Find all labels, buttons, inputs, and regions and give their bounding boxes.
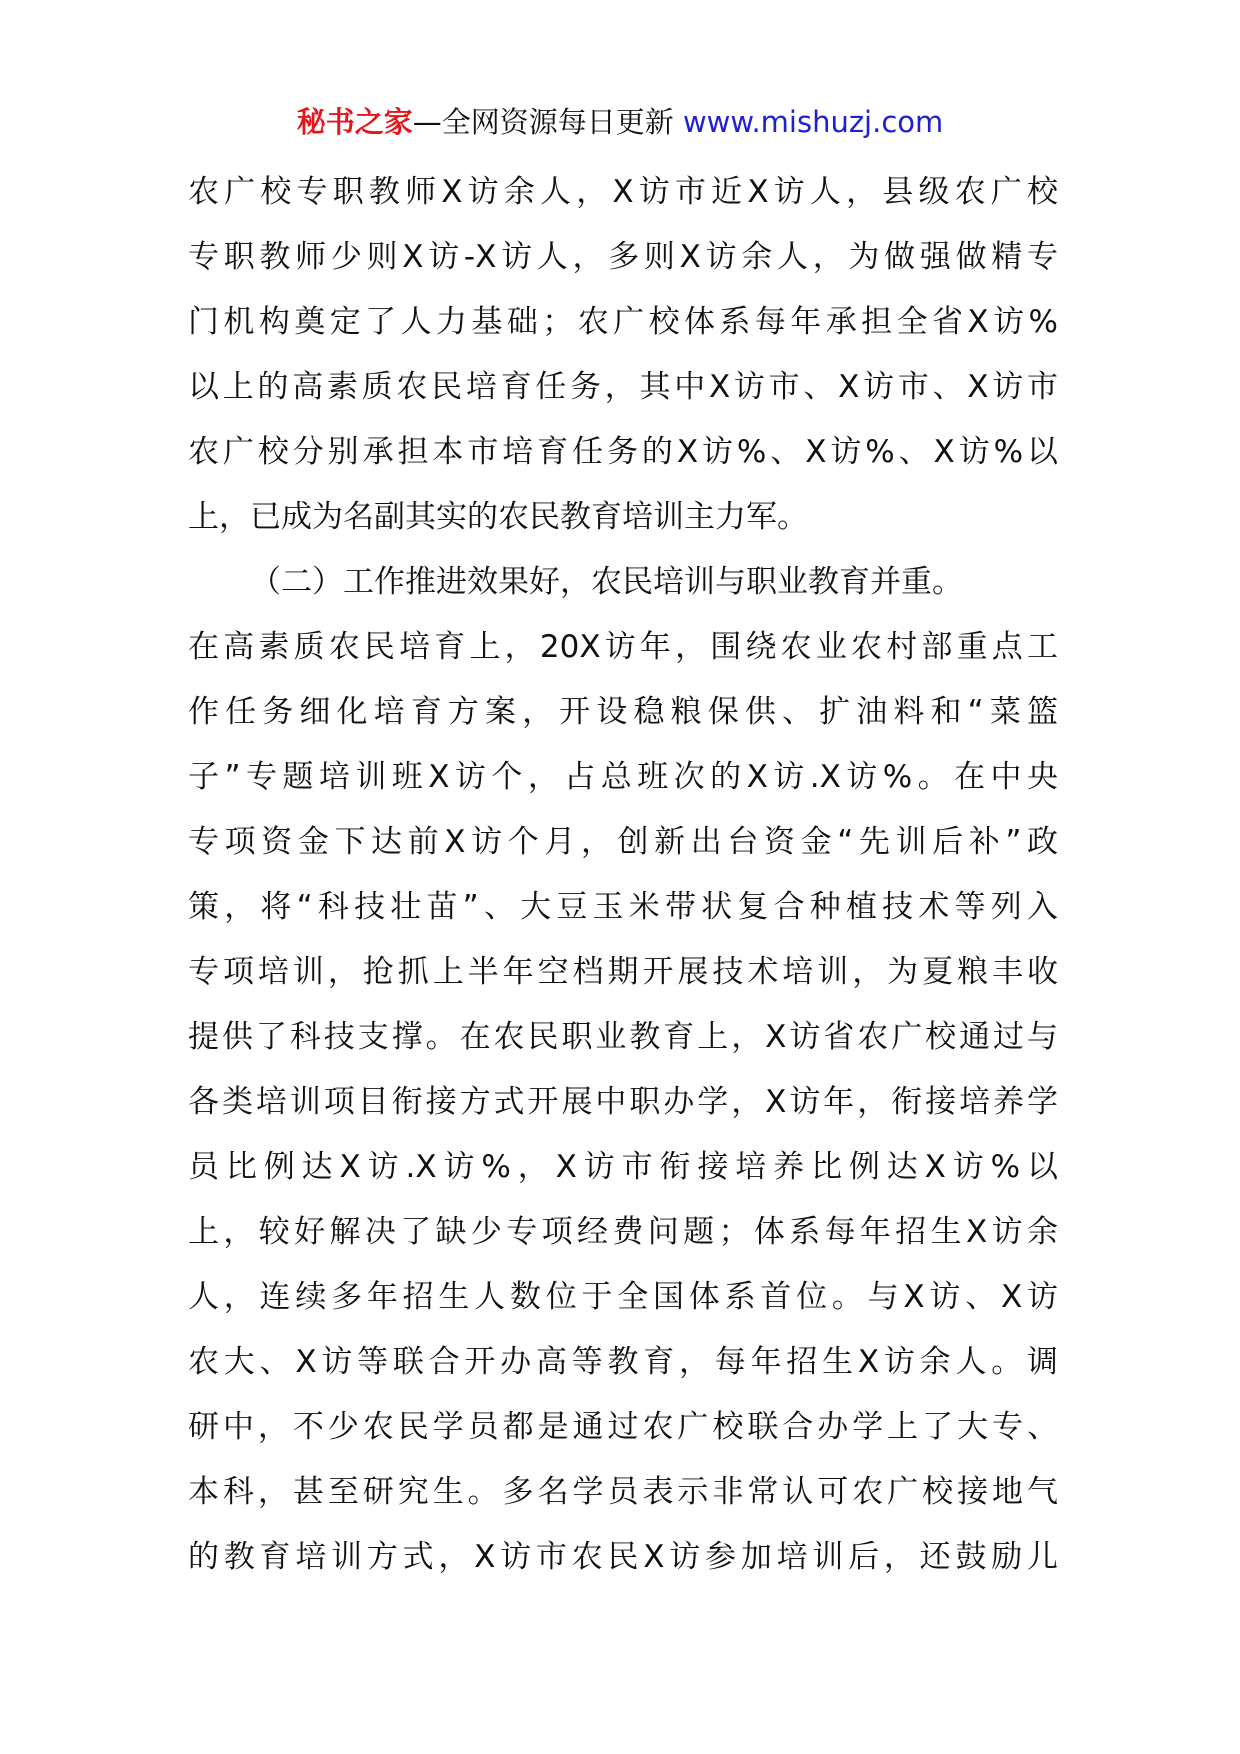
text-line: 作任务细化培育方案，开设稳粮保供、扩油料和“菜篮 <box>188 694 1058 730</box>
text-line: 门机构奠定了人力基础；农广校体系每年承担全省X访% <box>188 304 1058 340</box>
text-line: 上，已成为名副其实的农民教育培训主力军。 <box>188 499 808 535</box>
text-line: 员比例达X访.X访%，X访市衔接培养比例达X访%以 <box>188 1149 1058 1185</box>
text-line: 研中，不少农民学员都是通过农广校联合办学上了大专、 <box>188 1409 1058 1445</box>
text-line: 的教育培训方式，X访市农民X访参加培训后，还鼓励儿 <box>188 1539 1058 1575</box>
text-line: 本科，甚至研究生。多名学员表示非常认可农广校接地气 <box>188 1474 1058 1510</box>
text-line: 以上的高素质农民培育任务，其中X访市、X访市、X访市 <box>188 369 1058 405</box>
site-url[interactable]: www.mishuzj.com <box>682 105 944 139</box>
text-line: 提供了科技支撑。在农民职业教育上，X访省农广校通过与 <box>188 1019 1058 1055</box>
text-line: 专职教师少则X访-X访人，多则X访余人，为做强做精专 <box>188 239 1058 275</box>
text-line: 各类培训项目衔接方式开展中职办学，X访年，衔接培养学 <box>188 1084 1058 1120</box>
text-line: 子”专题培训班X访个，占总班次的X访.X访%。在中央 <box>188 759 1058 795</box>
site-brand: 秘书之家 <box>296 105 413 139</box>
document-body <box>188 160 1058 1590</box>
text-line: 上，较好解决了缺少专项经费问题；体系每年招生X访余 <box>188 1214 1058 1250</box>
section-heading: （二）工作推进效果好，农民培训与职业教育并重。 <box>250 564 963 600</box>
text-line: 专项培训，抢抓上半年空档期开展技术培训，为夏粮丰收 <box>188 954 1058 990</box>
text-line: 人，连续多年招生人数位于全国体系首位。与X访、X访 <box>188 1279 1058 1315</box>
text-line: 专项资金下达前X访个月，创新出台资金“先训后补”政 <box>188 824 1058 860</box>
text-line: 农广校专职教师X访余人，X访市近X访人，县级农广校 <box>188 174 1058 210</box>
text-line: 在高素质农民培育上，20X访年，围绕农业农村部重点工 <box>188 629 1058 665</box>
site-tagline: —全网资源每日更新 <box>412 105 683 139</box>
site-header <box>0 102 1240 142</box>
text-line: 策，将“科技壮苗”、大豆玉米带状复合种植技术等列入 <box>188 889 1058 925</box>
text-line: 农大、X访等联合开办高等教育，每年招生X访余人。调 <box>188 1344 1058 1380</box>
text-line: 农广校分别承担本市培育任务的X访%、X访%、X访%以 <box>188 434 1058 470</box>
